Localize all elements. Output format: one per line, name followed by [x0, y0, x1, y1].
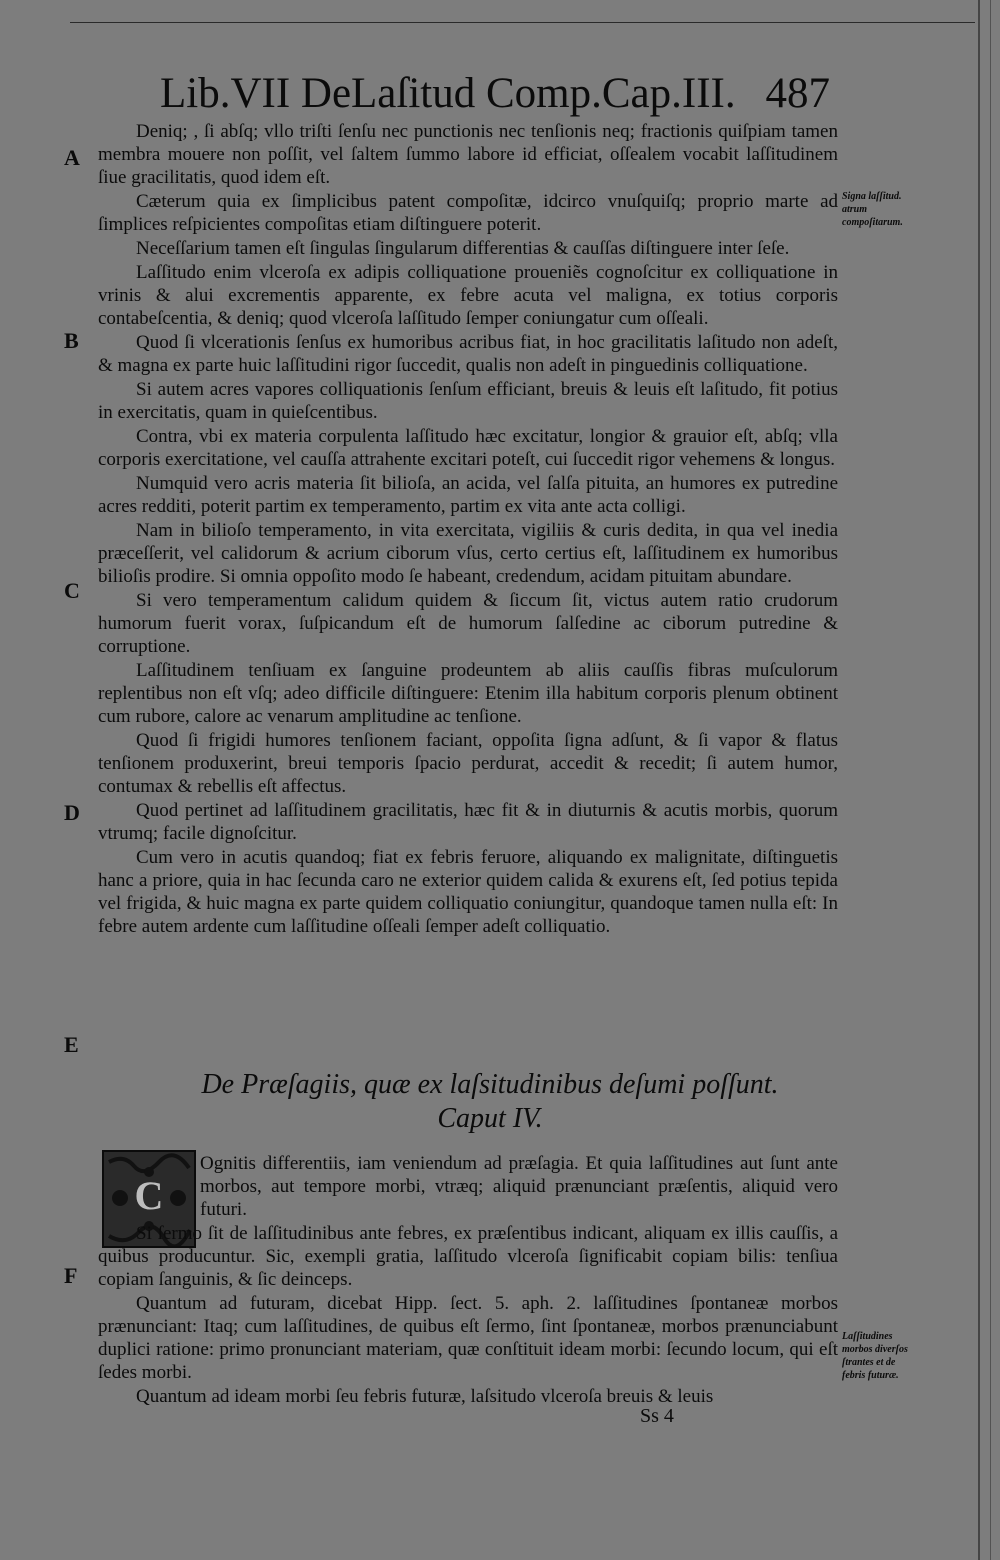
page-edge: [978, 0, 980, 1560]
paragraph: Quod ſi frigidi humores tenſionem faciant, oppoſita ſigna adſunt, & ſi vapor & flatus tenſionem produxerint, breui temporis ſpacio perdurat, accedit & recedit; ſi autem humor, contumax & rebellis eſt affectus.: [98, 730, 838, 797]
paragraph: Neceſſarium tamen eſt ſingulas ſingularum differentias & cauſſas diſtinguere inter ſeſe.: [136, 238, 790, 259]
paragraph: Si ſermo ſit de laſſitudinibus ante febres, ex præſentibus indicant, aliquam ex illis cauſſis, a quibus producuntur. Sic, exempli gratia, laſſitudo vlceroſa ſignificabit copiam bilis: tenſiua copiam ſanguinis, & ſic deinceps.: [98, 1223, 838, 1290]
section-letter-c: C: [64, 578, 80, 603]
paragraph: Quod ſi vlcerationis ſenſus ex humoribus acribus fiat, in hoc gracilitatis laſitudo non adeſt, & magna ex parte huic laſſitudini rigor ſuccedit, qualis non adeſt in pinguedinis colliquatione.: [98, 332, 838, 376]
chapter-heading: [190, 1068, 790, 1136]
margin-note: Laſſitudines morbos diverſos ſtrantes et de febris futuræ.: [842, 1331, 908, 1381]
running-head: [160, 68, 850, 120]
paragraph: Quod pertinet ad laſſitudinem gracilitatis, hæc fit & in diuturnis & acutis morbis, quorum vtrumq; facile dignoſcitur.: [98, 800, 838, 844]
paragraph: Si vero temperamentum calidum quidem & ſiccum ſit, victus autem ratio crudorum humorum fuerit vorax, ſuſpicandum eſt de humorum ſalſedine ac ciborum putredine & corruptione.: [98, 590, 838, 657]
page-number: 487: [765, 70, 830, 117]
section-letter-b: B: [64, 328, 79, 353]
section-letter-e: E: [64, 1032, 79, 1057]
running-title: Lib.VII DeLaſitud Comp.Cap.III.: [160, 70, 736, 117]
paragraph: Nam in bilioſo temperamento, in vita exercitata, vigiliis & curis dedita, in qua vel inedia præceſſerit, vel calidorum & acrium ciborum vſus, certo certius eſt, laſſitudinem ex humoribus bilioſis prodire. Si omnia oppoſito modo ſe habeant, credendum, acidam pituitam abundare.: [98, 520, 838, 587]
paragraph: Si autem acres vapores colliquationis ſenſum efficiant, breuis & leuis eſt laſitudo, fit potius in exercitatis, quam in quieſcentibus.: [98, 379, 838, 423]
paragraph: Cum vero in acutis quandoq; fiat ex febris feruore, aliquando ex malignitate, diſtinguetis hanc a priore, quia in hac ſecunda caro ne exterior quidem calida & exurens eſt, ſed potius tepida vel frigida, & huic magna ex parte quidem colliquatio coniungitur, quandoque tamen nulla eſt: In febre autem ardente cum laſſitudine oſſeali ſemper adeſt colliquatio.: [98, 847, 838, 937]
paragraph: Laſſitudo enim vlceroſa ex adipis colliquatione proueniẽs cognoſcitur ex colliquatione in vrinis & alui excrementis apparente, ex febre acuta vel maligna, ex totius corporis contabeſcentia, & deniq; quod vlceroſa laſſitudo ſemper coniungatur cum oſſeali.: [98, 262, 838, 329]
section-letter-a: A: [64, 145, 80, 170]
chapter-heading-number: Caput IV.: [437, 1103, 543, 1134]
chapter-heading-title: De Præſagiis, quæ ex laſsitudinibus deſumi poſſunt.: [201, 1069, 779, 1100]
initial-letter: C: [134, 1173, 164, 1218]
paragraph: Numquid vero acris materia ſit bilioſa, an acida, vel ſalſa pituita, an humores ex putredine acres redditi, poterit partim ex temperamento, partim ex vita ante acta colligi.: [98, 473, 838, 517]
paragraph: Contra, vbi ex materia corpulenta laſſitudo hæc excitatur, longior & grauior eſt, abſq; vlla corporis exercitatione, vel cauſſa attrahente excitari poteſt, cui ſuccedit rigor vehemens & longus.: [98, 426, 838, 470]
paragraph: Laſſitudinem tenſiuam ex ſanguine prodeuntem ab aliis cauſſis fibras muſculorum replentibus non eſt vſq; adeo difficile diſtinguere: Etenim illa habitum corporis plenum obtinent cum rubore, calore ac venarum amplitudine ac tenſione.: [98, 660, 838, 727]
signature-mark: Ss 4: [640, 1405, 674, 1427]
paragraph: Quantum ad ideam morbi ſeu febris futuræ, laſsitudo vlceroſa breuis & leuis: [136, 1386, 714, 1407]
paragraph: Cæterum quia ex ſimplicibus patent compoſitæ, idcirco vnuſquiſq; proprio marte ad ſimplices reſpicientes compoſitas etiam diſtinguere poterit.: [98, 191, 838, 235]
chapter-4-text: [98, 1152, 838, 1409]
section-letter-d: D: [64, 800, 80, 825]
paragraph: Deniq; , ſi abſq; vllo triſti ſenſu nec punctionis nec tenſionis neq; fractionis quiſpiam tamen membra mouere non poſſit, vel ſaltem ſummo labore id efficiat, oſſealem vocabit laſſitudinem ſiue gracilitatis, quod idem eſt.: [98, 121, 838, 188]
paragraph: Ognitis differentiis, iam veniendum ad præſagia. Et quia laſſitudines aut ſunt ante morbos, aut tempore morbi, vtræq; aliquid prænunciant præſentis, aliquid vero futuri.: [200, 1153, 838, 1220]
page-edge-inner: [990, 0, 991, 1560]
chapter-3-text: [98, 120, 838, 939]
top-rule: [70, 22, 975, 23]
paragraph: Quantum ad futuram, dicebat Hipp. ſect. 5. aph. 2. laſſitudines ſpontaneæ morbos prænunciant: Itaq; cum laſſitudines, de quibus eſt ſermo, ſint ſpontaneæ, morbos prænunciabunt duplici ratione: primo pronunciant materiam, quæ conſtituit ideam morbi: ſecundo locum, qui eſt ſedes morbi.: [98, 1293, 838, 1383]
margin-note: Signa laſſitud. atrum compoſitarum.: [842, 191, 903, 228]
section-letter-f: F: [64, 1263, 78, 1288]
